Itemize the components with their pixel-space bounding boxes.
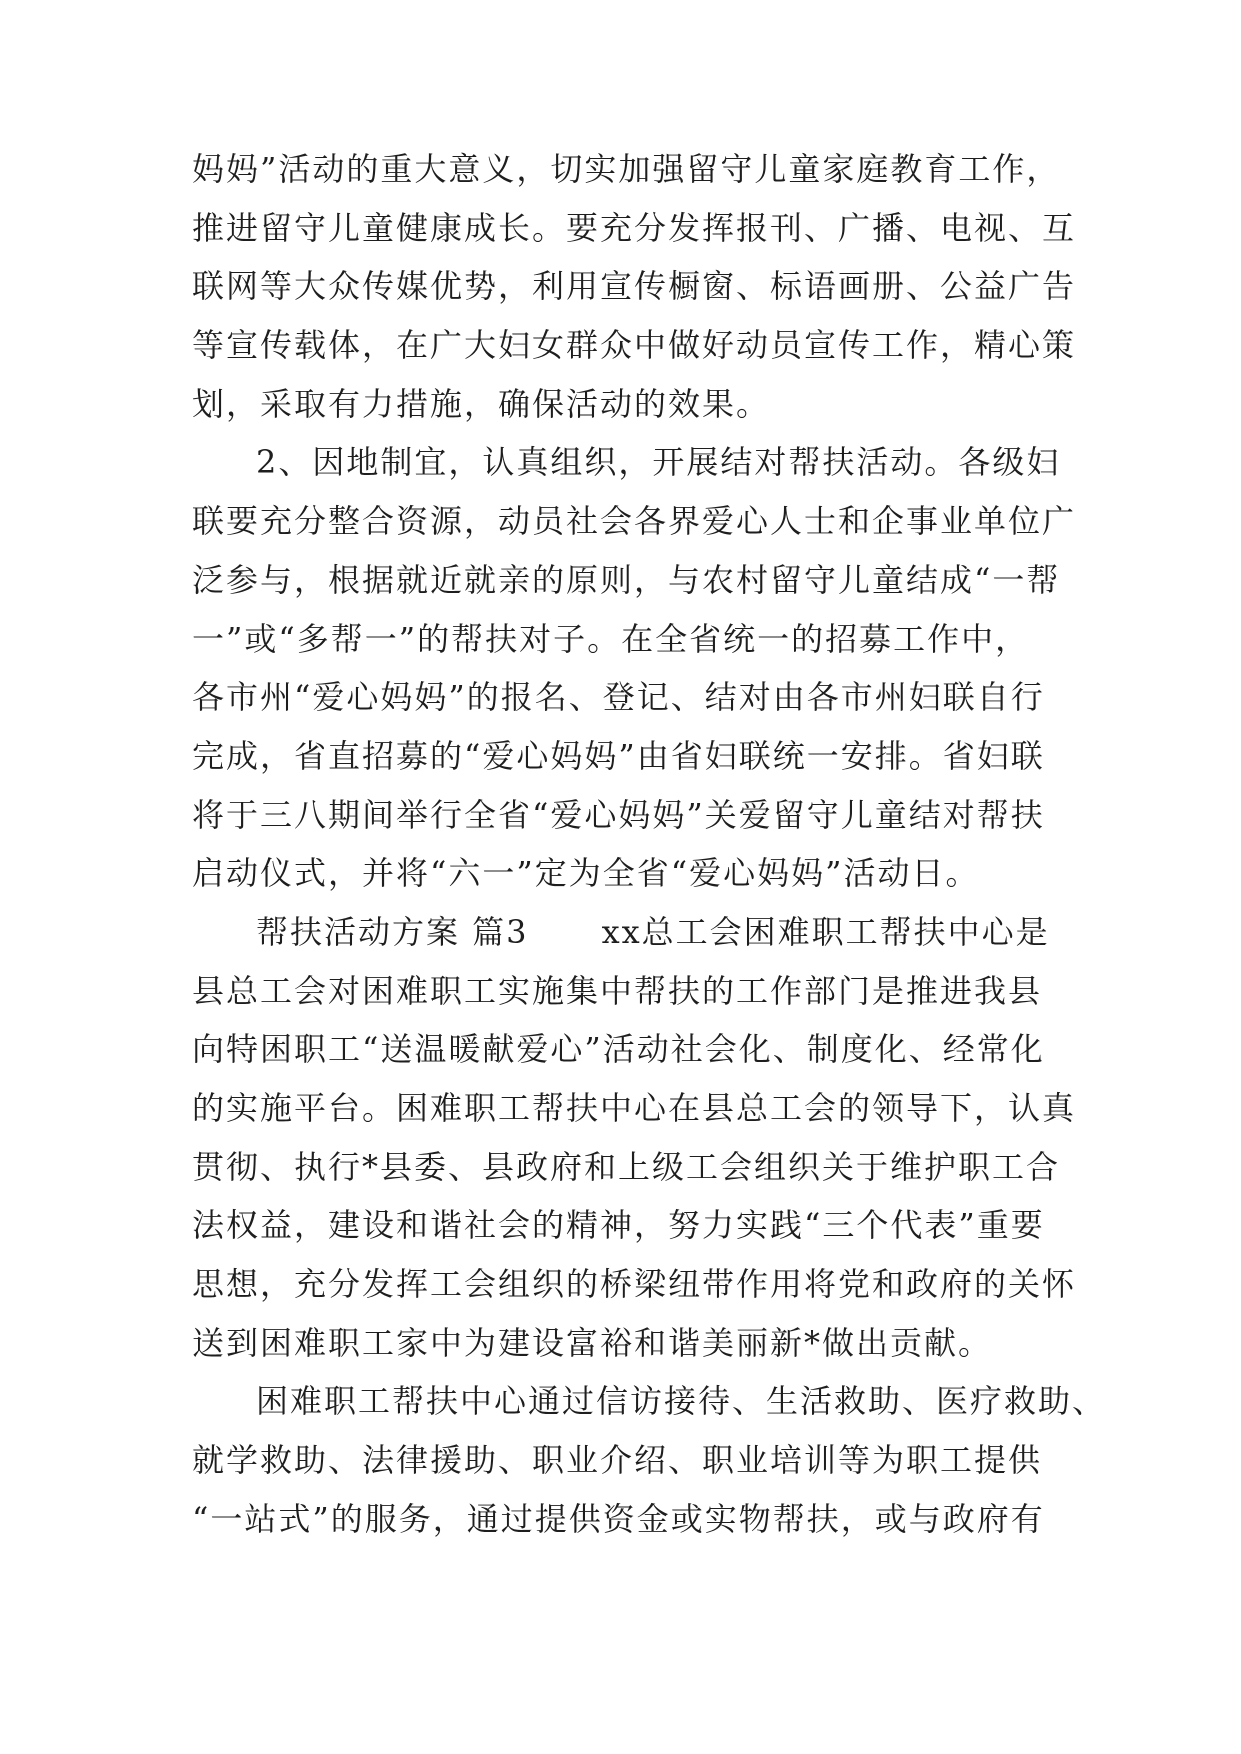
text-line: 一”或“多帮一”的帮扶对子。在全省统一的招募工作中， [192, 619, 1030, 658]
text-line: 困难职工帮扶中心通过信访接待、生活救助、医疗救助、 [256, 1382, 1107, 1421]
text-line: 就学救助、法律援助、职业介绍、职业培训等为职工提供 [192, 1441, 1043, 1480]
text-line: 2、因地制宜，认真组织，开展结对帮扶活动。各级妇 [256, 443, 1061, 482]
text-line: 妈妈”活动的重大意义，切实加强留守儿童家庭教育工作， [192, 150, 1061, 188]
text-line: 划，采取有力措施，确保活动的效果。 [192, 384, 771, 423]
text-line: 送到困难职工家中为建设富裕和谐美丽新*做出贡献。 [192, 1323, 993, 1362]
document-body [192, 140, 1107, 1549]
text-line: “一站式”的服务，通过提供资金或实物帮扶，或与政府有 [192, 1499, 1045, 1538]
text-line: 贯彻、执行*县委、县政府和上级工会组织关于维护职工合 [192, 1147, 1061, 1186]
text-line: 等宣传载体，在广大妇女群众中做好动员宣传工作，精心策 [192, 326, 1077, 365]
text-line: 各市州“爱心妈妈”的报名、登记、结对由各市州妇联自行 [192, 678, 1045, 717]
text-line: 联网等大众传媒优势，利用宣传橱窗、标语画册、公益广告 [192, 267, 1077, 306]
text-line: 将于三八期间举行全省“爱心妈妈”关爱留守儿童结对帮扶 [192, 795, 1045, 834]
text-line: 的实施平台。困难职工帮扶中心在县总工会的领导下，认真 [192, 1089, 1077, 1127]
text-line: 完成，省直招募的“爱心妈妈”由省妇联统一安排。省妇联 [192, 736, 1045, 775]
text-line: 思想，充分发挥工会组织的桥梁纽带作用将党和政府的关怀 [192, 1265, 1077, 1304]
text-line: 泛参与，根据就近就亲的原则，与农村留守儿童结成“一帮 [192, 560, 1061, 599]
text-line: 联要充分整合资源，动员社会各界爱心人士和企事业单位广 [192, 502, 1077, 541]
text-line: 启动仪式，并将“六一”定为全省“爱心妈妈”活动日。 [192, 854, 980, 893]
text-line: 推进留守儿童健康成长。要充分发挥报刊、广播、电视、互 [192, 208, 1077, 247]
text-line: 帮扶活动方案 篇3 xx总工会困难职工帮扶中心是 [256, 912, 1050, 951]
text-line: 向特困职工“送温暖献爱心”活动社会化、制度化、经常化 [192, 1030, 1045, 1069]
text-line: 法权益，建设和谐社会的精神，努力实践“三个代表”重要 [192, 1206, 1045, 1245]
text-line: 县总工会对困难职工实施集中帮扶的工作部门是推进我县 [192, 971, 1043, 1010]
